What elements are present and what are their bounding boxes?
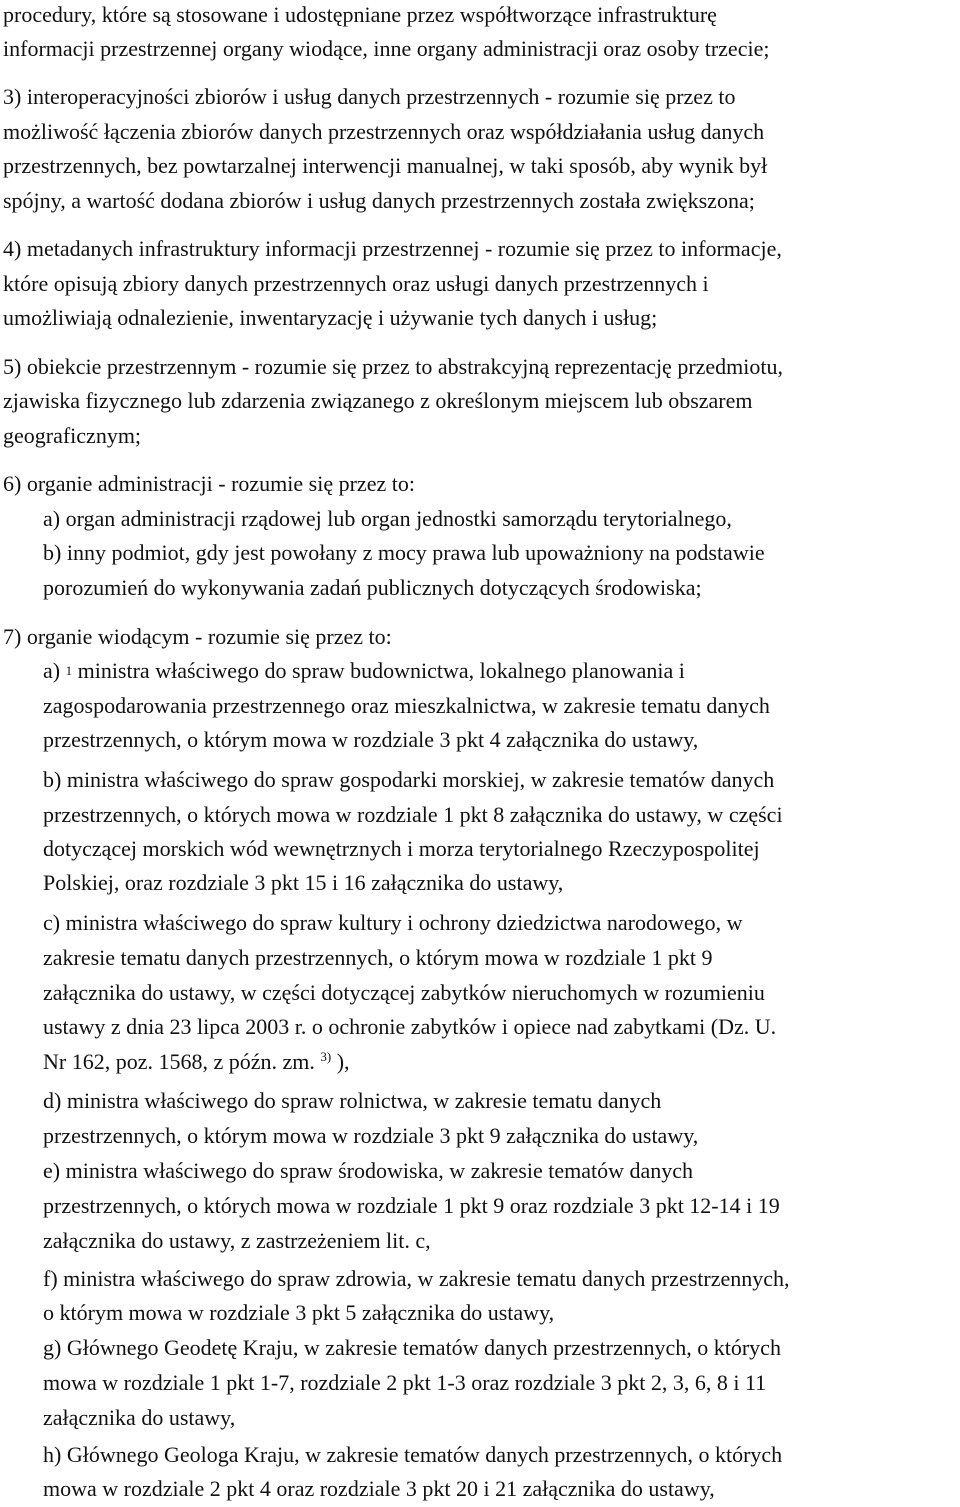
text-line: załącznika do ustawy,	[43, 1405, 236, 1430]
text-line: przestrzennych, o którym mowa w rozdziale 3 pkt 4 załącznika do ustawy,	[43, 727, 699, 752]
sub-item-7g: g) Głównego Geodetę Kraju, w zakresie tematów danych przestrzennych, o których	[43, 1335, 781, 1360]
text-line: przestrzennych, o których mowa w rozdziale 1 pkt 8 załącznika do ustawy, w części	[43, 802, 783, 827]
text-line: spójny, a wartość dodana zbiorów i usług danych przestrzennych została zwiększona;	[3, 188, 755, 213]
sub-item-7c: c) ministra właściwego do spraw kultury i ochrony dziedzictwa narodowego, w	[43, 910, 743, 935]
text-line: przestrzennych, o których mowa w rozdziale 1 pkt 9 oraz rozdziale 3 pkt 12-14 i 19	[43, 1193, 780, 1218]
sub-item-7f: f) ministra właściwego do spraw zdrowia, w zakresie tematu danych przestrzennych,	[43, 1266, 790, 1291]
sub-item-7a	[43, 654, 685, 688]
text-line: Polskiej, oraz rozdziale 3 pkt 15 i 16 załącznika do ustawy,	[43, 870, 564, 895]
text-line: o którym mowa w rozdziale 3 pkt 5 załącznika do ustawy,	[43, 1300, 555, 1325]
text-line: które opisują zbiory danych przestrzennych oraz usługi danych przestrzennych i	[3, 271, 709, 296]
text-line: mowa w rozdziale 2 pkt 4 oraz rozdziale 3 pkt 20 i 21 załącznika do ustawy,	[43, 1476, 715, 1501]
text-line: ustawy z dnia 23 lipca 2003 r. o ochronie zabytków i opiece nad zabytkami (Dz. U.	[43, 1014, 777, 1039]
sub-item-7b: b) ministra właściwego do spraw gospodarki morskiej, w zakresie tematów danych	[43, 767, 775, 792]
text-line: mowa w rozdziale 1 pkt 1-7, rozdziale 2 pkt 1-3 oraz rozdziale 3 pkt 2, 3, 6, 8 i 11	[43, 1370, 767, 1395]
text-line: geograficznym;	[3, 423, 142, 448]
line-text: Nr 162, poz. 1568, z późn. zm.	[43, 1049, 315, 1074]
list-item-3: 3) interoperacyjności zbiorów i usług danych przestrzennych - rozumie się przez to	[3, 84, 736, 109]
text-line: przestrzennych, o którym mowa w rozdziale 3 pkt 9 załącznika do ustawy,	[43, 1123, 699, 1148]
text-line: zagospodarowania przestrzennego oraz mieszkalnictwa, w zakresie tematu danych	[43, 693, 770, 718]
list-item-6: 6) organie administracji - rozumie się przez to:	[3, 471, 415, 496]
line-text: ),	[336, 1049, 350, 1074]
text-line: dotyczącej morskich wód wewnętrznych i morza terytorialnego Rzeczypospolitej	[43, 836, 760, 861]
text-line: umożliwiają odnalezienie, inwentaryzację i używanie tych danych i usług;	[3, 305, 658, 330]
list-item-7: 7) organie wiodącym - rozumie się przez to:	[3, 624, 392, 649]
sub-item-6a: a) organ administracji rządowej lub organ jednostki samorządu terytorialnego,	[43, 506, 732, 531]
item-letter: a)	[43, 658, 61, 683]
footnote-mark: 1	[65, 663, 73, 678]
text-line: informacji przestrzennej organy wiodące, inne organy administracji oraz osoby trzecie;	[3, 36, 770, 61]
text-line: załącznika do ustawy, w części dotyczącej zabytków nieruchomych w rozumieniu	[43, 980, 765, 1005]
list-item-4: 4) metadanych infrastruktury informacji przestrzennej - rozumie się przez to informacje,	[3, 236, 782, 261]
text-line: przestrzennych, bez powtarzalnej interwencji manualnej, w taki sposób, aby wynik był	[3, 153, 768, 178]
text-line: procedury, które są stosowane i udostępniane przez współtworzące infrastrukturę	[3, 2, 717, 27]
footnote-mark: 3)	[320, 1049, 332, 1064]
text-line: możliwość łączenia zbiorów danych przestrzennych oraz współdziałania usług danych	[3, 119, 765, 144]
sub-item-7d: d) ministra właściwego do spraw rolnictwa, w zakresie tematu danych	[43, 1088, 662, 1113]
item-text: ministra właściwego do spraw budownictwa, lokalnego planowania i	[77, 658, 685, 683]
text-line: zjawiska fizycznego lub zdarzenia związanego z określonym miejscem lub obszarem	[3, 388, 753, 413]
text-line: porozumień do wykonywania zadań publicznych dotyczących środowiska;	[43, 575, 702, 600]
text-line: zakresie tematu danych przestrzennych, o którym mowa w rozdziale 1 pkt 9	[43, 945, 713, 970]
text-line: załącznika do ustawy, z zastrzeżeniem lit. c,	[43, 1228, 431, 1253]
sub-item-7e: e) ministra właściwego do spraw środowiska, w zakresie tematów danych	[43, 1158, 694, 1183]
list-item-5: 5) obiekcie przestrzennym - rozumie się przez to abstrakcyjną reprezentację przedmiotu,	[3, 354, 784, 379]
text-line	[43, 1045, 350, 1079]
sub-item-6b: b) inny podmiot, gdy jest powołany z mocy prawa lub upoważniony na podstawie	[43, 540, 765, 565]
sub-item-7h: h) Głównego Geologa Kraju, w zakresie tematów danych przestrzennych, o których	[43, 1442, 783, 1467]
